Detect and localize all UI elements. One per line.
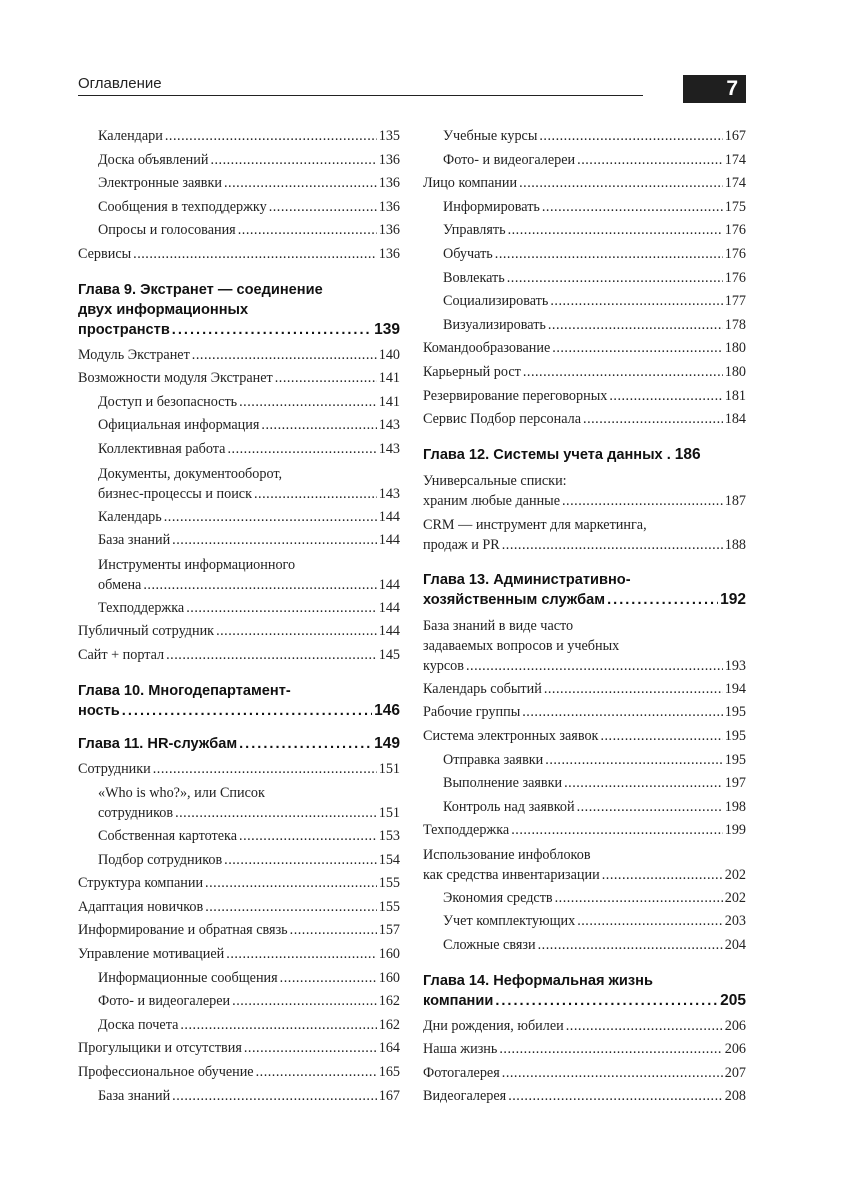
running-header-title: Оглавление (78, 75, 162, 92)
toc-entry[interactable]: CRM — инструмент для маркетинга, продаж и PR ..... 188 (423, 513, 746, 557)
toc-entry[interactable]: База знаний ..... 144 (78, 529, 400, 553)
toc-entry[interactable]: Сообщения в техподдержку ..... 136 (78, 196, 400, 220)
chapter-heading[interactable]: Глава 11. HR-службам ..... 149 (78, 734, 400, 754)
toc-entry[interactable]: Отправка заявки ..... 195 (423, 749, 746, 773)
toc-entry[interactable]: Сервисы ..... 136 (78, 243, 400, 267)
toc-entry[interactable]: Календарь ..... 144 (78, 506, 400, 530)
toc-entry[interactable]: Техподдержка ..... 199 (423, 819, 746, 843)
toc-entry[interactable]: Информировать ..... 175 (423, 196, 746, 220)
toc-entry[interactable]: Социализировать ..... 177 (423, 290, 746, 314)
toc-entry[interactable]: Собственная картотека ..... 153 (78, 825, 400, 849)
toc-entry[interactable]: Обучать ..... 176 (423, 243, 746, 267)
toc-entry[interactable]: Коллективная работа ..... 143 (78, 438, 400, 462)
toc-entry[interactable]: Управлять ..... 176 (423, 219, 746, 243)
header-rule (78, 95, 643, 96)
toc-entry[interactable]: Электронные заявки ..... 136 (78, 172, 400, 196)
toc-entry[interactable]: Профессиональное обучение ..... 165 (78, 1061, 400, 1085)
chapter-heading[interactable]: Глава 9. Экстранет — соединение двух информационных пространств ..... 139 (78, 280, 400, 340)
toc-entry[interactable]: Визуализировать ..... 178 (423, 314, 746, 338)
chapter-heading[interactable]: Глава 13. Административно- хозяйственным службам ..... 192 (423, 570, 746, 610)
toc-entry[interactable]: Фото- и видеогалереи ..... 174 (423, 149, 746, 173)
toc-entry[interactable]: Информирование и обратная связь ..... 157 (78, 919, 400, 943)
toc-entry[interactable]: Сотрудники ..... 151 (78, 758, 400, 782)
toc-entry[interactable]: Фото- и видеогалереи ..... 162 (78, 990, 400, 1014)
toc-entry[interactable]: Официальная информация ..... 143 (78, 414, 400, 438)
toc-entry[interactable]: Доступ и безопасность ..... 141 (78, 391, 400, 415)
toc-entry[interactable]: Использование инфоблоков как средства инвентаризации ..... 202 (423, 843, 746, 887)
toc-entry[interactable]: Карьерный рост ..... 180 (423, 361, 746, 385)
toc-right-column (423, 125, 746, 1109)
toc-entry[interactable]: Командообразование ..... 180 (423, 337, 746, 361)
chapter-heading[interactable]: Глава 14. Неформальная жизнь компании ..... 205 (423, 971, 746, 1011)
toc-entry[interactable]: Сайт + портал ..... 145 (78, 644, 400, 668)
toc-entry[interactable]: Информационные сообщения ..... 160 (78, 967, 400, 991)
toc-entry[interactable]: Инструменты информационного обмена ..... 144 (78, 553, 400, 597)
toc-entry[interactable]: Учебные курсы ..... 167 (423, 125, 746, 149)
toc-entry[interactable]: Календарь событий ..... 194 (423, 678, 746, 702)
toc-entry[interactable]: Адаптация новичков ..... 155 (78, 896, 400, 920)
toc-entry[interactable]: Возможности модуля Экстранет ..... 141 (78, 367, 400, 391)
toc-entry[interactable]: Дни рождения, юбилеи ..... 206 (423, 1015, 746, 1039)
toc-entry[interactable]: Календари ..... 135 (78, 125, 400, 149)
toc-entry[interactable]: Подбор сотрудников ..... 154 (78, 849, 400, 873)
toc-entry[interactable]: База знаний ..... 167 (78, 1085, 400, 1109)
toc-entry[interactable]: Структура компании ..... 155 (78, 872, 400, 896)
toc-entry[interactable]: Публичный сотрудник ..... 144 (78, 620, 400, 644)
toc-entry[interactable]: «Who is who?», или Список сотрудников ..... 151 (78, 781, 400, 825)
toc-entry[interactable]: Система электронных заявок ..... 195 (423, 725, 746, 749)
chapter-heading[interactable]: Глава 10. Многодепартамент- ность ..... 146 (78, 681, 400, 721)
toc-entry[interactable]: Лицо компании ..... 174 (423, 172, 746, 196)
toc-entry[interactable]: Универсальные списки: храним любые данные ..... 187 (423, 469, 746, 513)
toc-left-column (78, 125, 400, 1108)
toc-entry[interactable]: Выполнение заявки ..... 197 (423, 772, 746, 796)
toc-entry[interactable]: Доска объявлений ..... 136 (78, 149, 400, 173)
toc-entry[interactable]: Вовлекать ..... 176 (423, 267, 746, 291)
toc-entry[interactable]: Рабочие группы ..... 195 (423, 701, 746, 725)
toc-entry[interactable]: Экономия средств ..... 202 (423, 887, 746, 911)
toc-entry[interactable]: Управление мотивацией ..... 160 (78, 943, 400, 967)
toc-entry[interactable]: Доска почета ..... 162 (78, 1014, 400, 1038)
toc-entry[interactable]: Контроль над заявкой ..... 198 (423, 796, 746, 820)
page-number: 7 (683, 75, 746, 103)
toc-entry[interactable]: Модуль Экстранет ..... 140 (78, 344, 400, 368)
chapter-heading[interactable]: Глава 12. Системы учета данных . 186 (423, 445, 701, 463)
toc-entry[interactable]: Резервирование переговорных ..... 181 (423, 385, 746, 409)
toc-entry[interactable]: Техподдержка ..... 144 (78, 597, 400, 621)
toc-entry[interactable]: База знаний в виде часто задаваемых вопросов и учебных курсов ..... 193 (423, 614, 746, 678)
toc-entry[interactable]: Сервис Подбор персонала ..... 184 (423, 408, 746, 432)
toc-entry[interactable]: Прогулыцики и отсутствия ..... 164 (78, 1037, 400, 1061)
toc-entry[interactable]: Фотогалерея ..... 207 (423, 1062, 746, 1086)
toc-entry[interactable]: Сложные связи ..... 204 (423, 934, 746, 958)
toc-entry[interactable]: Наша жизнь ..... 206 (423, 1038, 746, 1062)
toc-entry[interactable]: Видеогалерея ..... 208 (423, 1085, 746, 1109)
toc-entry[interactable]: Учет комплектующих ..... 203 (423, 910, 746, 934)
toc-entry[interactable]: Опросы и голосования ..... 136 (78, 219, 400, 243)
toc-entry[interactable]: Документы, документооборот, бизнес-процессы и поиск ..... 143 (78, 462, 400, 506)
